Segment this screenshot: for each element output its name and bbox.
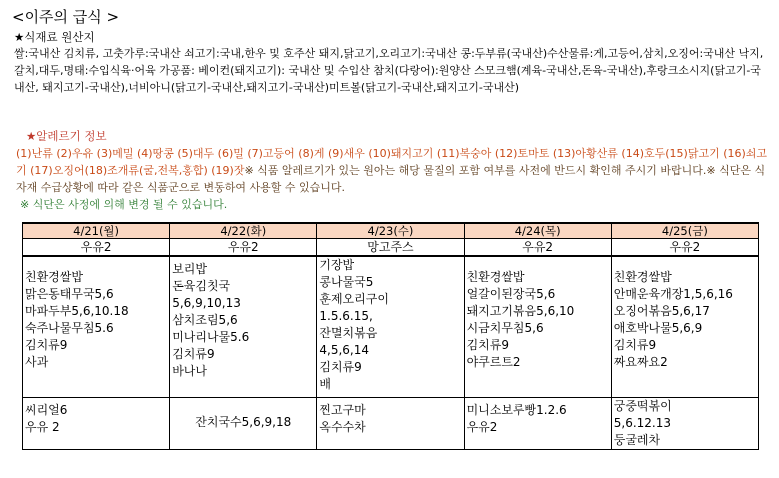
menu-item: 오징어볶음5,6,17 xyxy=(613,304,710,318)
menu-item: 1.5.6.15, xyxy=(319,309,373,323)
morning-snack-row xyxy=(23,239,759,257)
menu-item: 훈제오리구이 xyxy=(319,292,389,306)
menu-item: 미나리나물5.6 xyxy=(172,330,250,344)
allergy-heading: ★알레르기 정보 xyxy=(26,129,107,143)
menu-item: 기장밥 xyxy=(319,258,355,272)
menu-item: 친환경쌀밥 xyxy=(25,270,83,284)
menu-item: 둥굴레차 xyxy=(613,433,661,447)
change-notice: ※ 식단은 사정에 의해 변경 될 수 있습니다. xyxy=(20,198,228,211)
menu-item: 김치류9 xyxy=(172,347,215,361)
snack-cell xyxy=(23,398,170,450)
menu-item: 시금치무침5,6 xyxy=(466,321,544,335)
morning-snack-cell: 망고주스 xyxy=(317,239,464,257)
lunch-cell xyxy=(23,256,170,398)
snack-cell xyxy=(611,398,758,450)
morning-snack-cell: 우유2 xyxy=(611,239,758,257)
menu-item: 보리밥 xyxy=(172,262,207,276)
menu-item: 찐고구마 xyxy=(319,403,366,417)
morning-snack-cell: 우유2 xyxy=(23,239,170,257)
snack-cell xyxy=(464,398,611,450)
menu-item: 애호박나물5,6,9 xyxy=(613,321,703,335)
allergy-list: (1)난류 (2)우유 (3)메밀 (4)땅콩 (5)대두 (6)밀 (7)고등어 (8)게 (9)새우 (10)돼지고기 (11)복숭아 (12)토마토 (13)아황산류 (14)호두(15)닭고기 (16)쇠고기 (17)오징어(18)조개류(굴,전복,홍합) (19)잣 xyxy=(16,147,768,177)
menu-item: 돈육김칫국 xyxy=(172,279,231,293)
date-header: 4/21(월) xyxy=(23,223,170,239)
menu-item: 5,6.12.13 xyxy=(613,416,672,430)
menu-item: 미니소보루빵1.2.6 xyxy=(466,403,567,417)
lunch-row xyxy=(23,256,759,398)
date-header: 4/23(수) xyxy=(317,223,464,239)
snack-cell xyxy=(170,398,317,450)
lunch-cell xyxy=(170,256,317,398)
lunch-cell xyxy=(611,256,758,398)
morning-snack-cell: 우유2 xyxy=(464,239,611,257)
menu-item: 김치류9 xyxy=(319,360,362,374)
date-header: 4/24(목) xyxy=(464,223,611,239)
afternoon-snack-row xyxy=(23,398,759,450)
menu-item: 궁중떡볶이 xyxy=(613,399,672,413)
menu-item: 5,6,9,10,13 xyxy=(172,296,241,310)
menu-item: 얼갈이된장국5,6 xyxy=(466,287,556,301)
morning-snack-cell: 우유2 xyxy=(170,239,317,257)
allergy-info xyxy=(16,145,768,196)
menu-item: 친환경쌀밥 xyxy=(613,270,672,284)
lunch-cell xyxy=(317,256,464,398)
snack-cell xyxy=(317,398,464,450)
origin-heading: ★식재료 원산지 xyxy=(14,30,95,44)
menu-item: 우유 2 xyxy=(25,420,60,434)
menu-item: 바나나 xyxy=(172,364,207,378)
menu-item: 숙주나물무침5.6 xyxy=(25,321,114,335)
page-title: <이주의 급식 > xyxy=(12,8,120,26)
menu-item: 맑은동태무국5,6 xyxy=(25,287,114,301)
menu-item: 돼지고기볶음5,6,10 xyxy=(466,304,575,318)
menu-item: 4,5,6,14 xyxy=(319,343,369,357)
date-header: 4/22(화) xyxy=(170,223,317,239)
lunch-cell xyxy=(464,256,611,398)
menu-item: 안매운육개장1,5,6,16 xyxy=(613,287,733,301)
menu-item: 씨리얼6 xyxy=(25,403,68,417)
menu-item: 사과 xyxy=(25,355,49,369)
menu-item: 잔멸치볶음 xyxy=(319,326,378,340)
menu-item: 옥수수차 xyxy=(319,420,366,434)
menu-item: 배 xyxy=(319,377,331,391)
weekly-menu-table xyxy=(22,222,759,450)
menu-item: 마파두부5,6,10.18 xyxy=(25,304,129,318)
menu-item: 김치류9 xyxy=(613,338,657,352)
menu-item: 야쿠르트2 xyxy=(466,355,521,369)
menu-item: 삼치조림5,6 xyxy=(172,313,238,327)
menu-item: 콩나물국5 xyxy=(319,275,374,289)
allergy-note: ※ 식품 알레르기가 있는 원아는 해당 물질의 포함 여부를 사전에 반드시 확인해 주시기 바랍니다.※ 식단은 식자재 수급상황에 따라 같은 식품군으로 변동하여 사용할 수 있습니다. xyxy=(16,164,766,194)
menu-item: 김치류9 xyxy=(25,338,68,352)
date-header: 4/25(금) xyxy=(611,223,758,239)
menu-item: 짜요짜요2 xyxy=(613,355,668,369)
menu-item: 잔치국수5,6,9,18 xyxy=(195,415,292,429)
menu-item: 우유2 xyxy=(466,420,498,434)
menu-item: 김치류9 xyxy=(466,338,509,352)
menu-item: 친환경쌀밥 xyxy=(466,270,525,284)
date-row xyxy=(23,223,759,239)
origin-text: 쌀:국내산 김치류, 고춧가루:국내산 쇠고기:국내,한우 및 호주산 돼지,닭고기,오리고기:국내산 콩:두부류(국내산)수산물류:게,고등어,삼치,오징어:국내산 낙지,갈치,대두,명태:수입식육·어육 가공품: 베이컨(돼지고기): 국내산 및 수입산 참치(다랑어):원양산 스모크햄(계육-국내산,돈육-국내산),후랑크소시지(닭고기-국내산, 돼지고기-국내산),너비아니(닭고기-국내산,돼지고기-국내산)미트볼(닭고기-국내산,돼지고기-국내산) xyxy=(14,47,764,94)
